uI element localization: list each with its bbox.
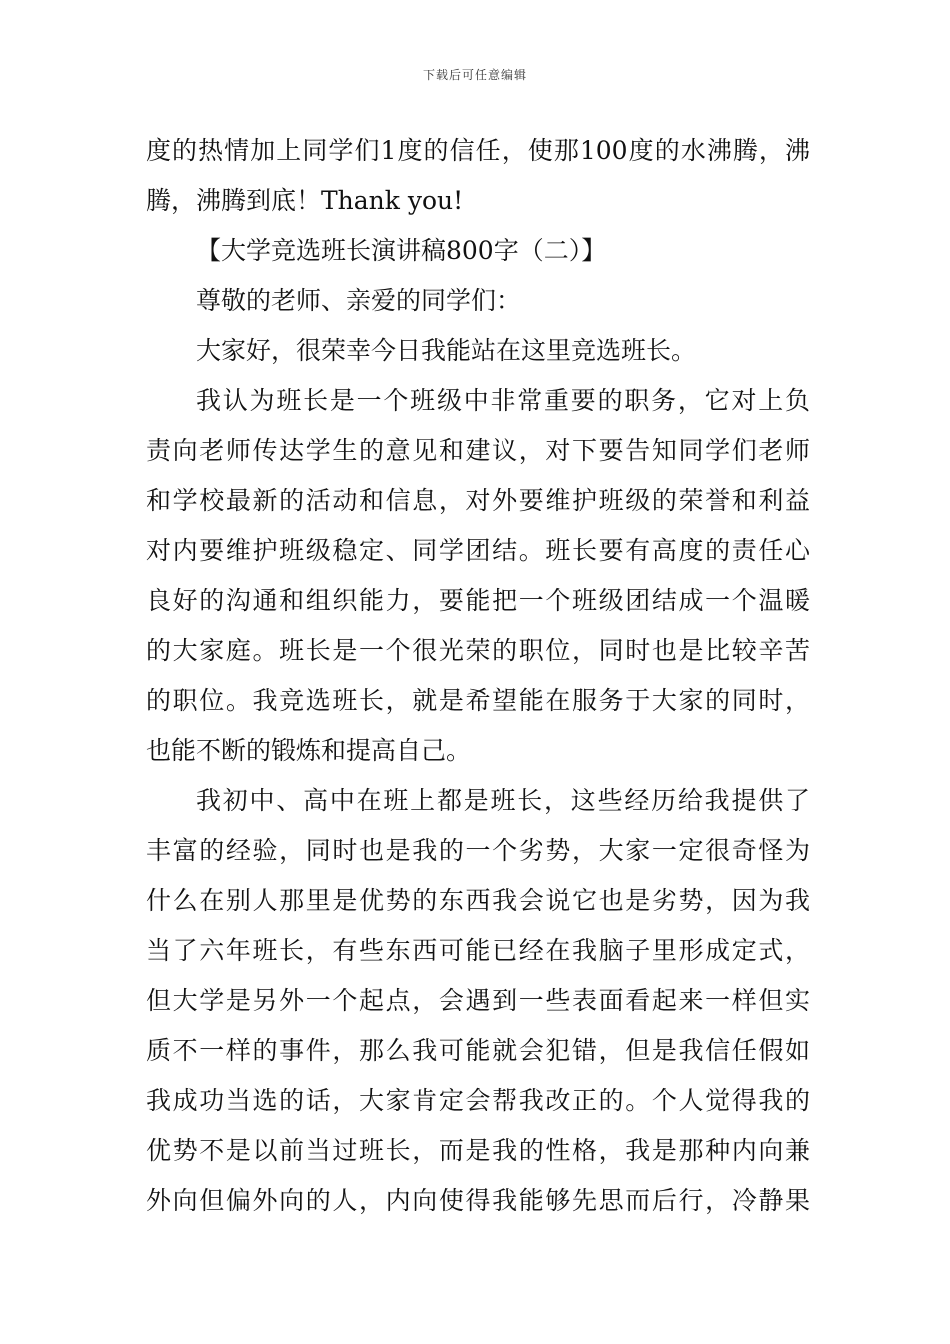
text-line: 我初中、高中在班上都是班长，这些经历给我提供了 xyxy=(196,786,810,815)
salutation: 尊敬的老师、亲爱的同学们： xyxy=(196,286,522,315)
text-line: 但大学是另外一个起点，会遇到一些表面看起来一样但实 xyxy=(146,986,810,1015)
page-header: 下载后可任意编辑 xyxy=(422,68,527,82)
text-line: 大家好，很荣幸今日我能站在这里竞选班长。 xyxy=(196,336,697,365)
text-line: 我成功当选的话，大家肯定会帮我改正的。个人觉得我的 xyxy=(146,1086,810,1115)
text-line: 丰富的经验，同时也是我的一个劣势，大家一定很奇怪为 xyxy=(146,836,810,865)
text-line: 的大家庭。班长是一个很光荣的职位，同时也是比较辛苦 xyxy=(146,636,810,665)
text-line: 的职位。我竞选班长，就是希望能在服务于大家的同时， xyxy=(146,686,810,715)
document-body xyxy=(146,126,810,1226)
text-line: 也能不断的锻炼和提高自己。 xyxy=(146,736,472,765)
text-line: 和学校最新的活动和信息，对外要维护班级的荣誉和利益 xyxy=(146,486,810,515)
text-line: 优势不是以前当过班长，而是我的性格，我是那种内向兼 xyxy=(146,1136,810,1165)
text-line: 我认为班长是一个班级中非常重要的职务，它对上负 xyxy=(196,386,810,415)
section-heading: 【大学竞选班长演讲稿800字（二）】 xyxy=(196,236,607,265)
text-line: 什么在别人那里是优势的东西我会说它也是劣势，因为我 xyxy=(146,886,810,915)
text-line: 度的热情加上同学们1度的信任，使那100度的水沸腾，沸 xyxy=(146,136,810,165)
text-line: 良好的沟通和组织能力，要能把一个班级团结成一个温暖 xyxy=(146,586,810,615)
text-line: 外向但偏外向的人，内向使得我能够先思而后行，冷静果 xyxy=(146,1186,810,1215)
text-line: 责向老师传达学生的意见和建议，对下要告知同学们老师 xyxy=(146,436,810,465)
text-line: 腾，沸腾到底！Thank you! xyxy=(146,186,464,215)
text-line: 质不一样的事件，那么我可能就会犯错，但是我信任假如 xyxy=(146,1036,810,1065)
text-line: 对内要维护班级稳定、同学团结。班长要有高度的责任心 xyxy=(146,536,810,565)
text-line: 当了六年班长，有些东西可能已经在我脑子里形成定式， xyxy=(146,936,810,965)
